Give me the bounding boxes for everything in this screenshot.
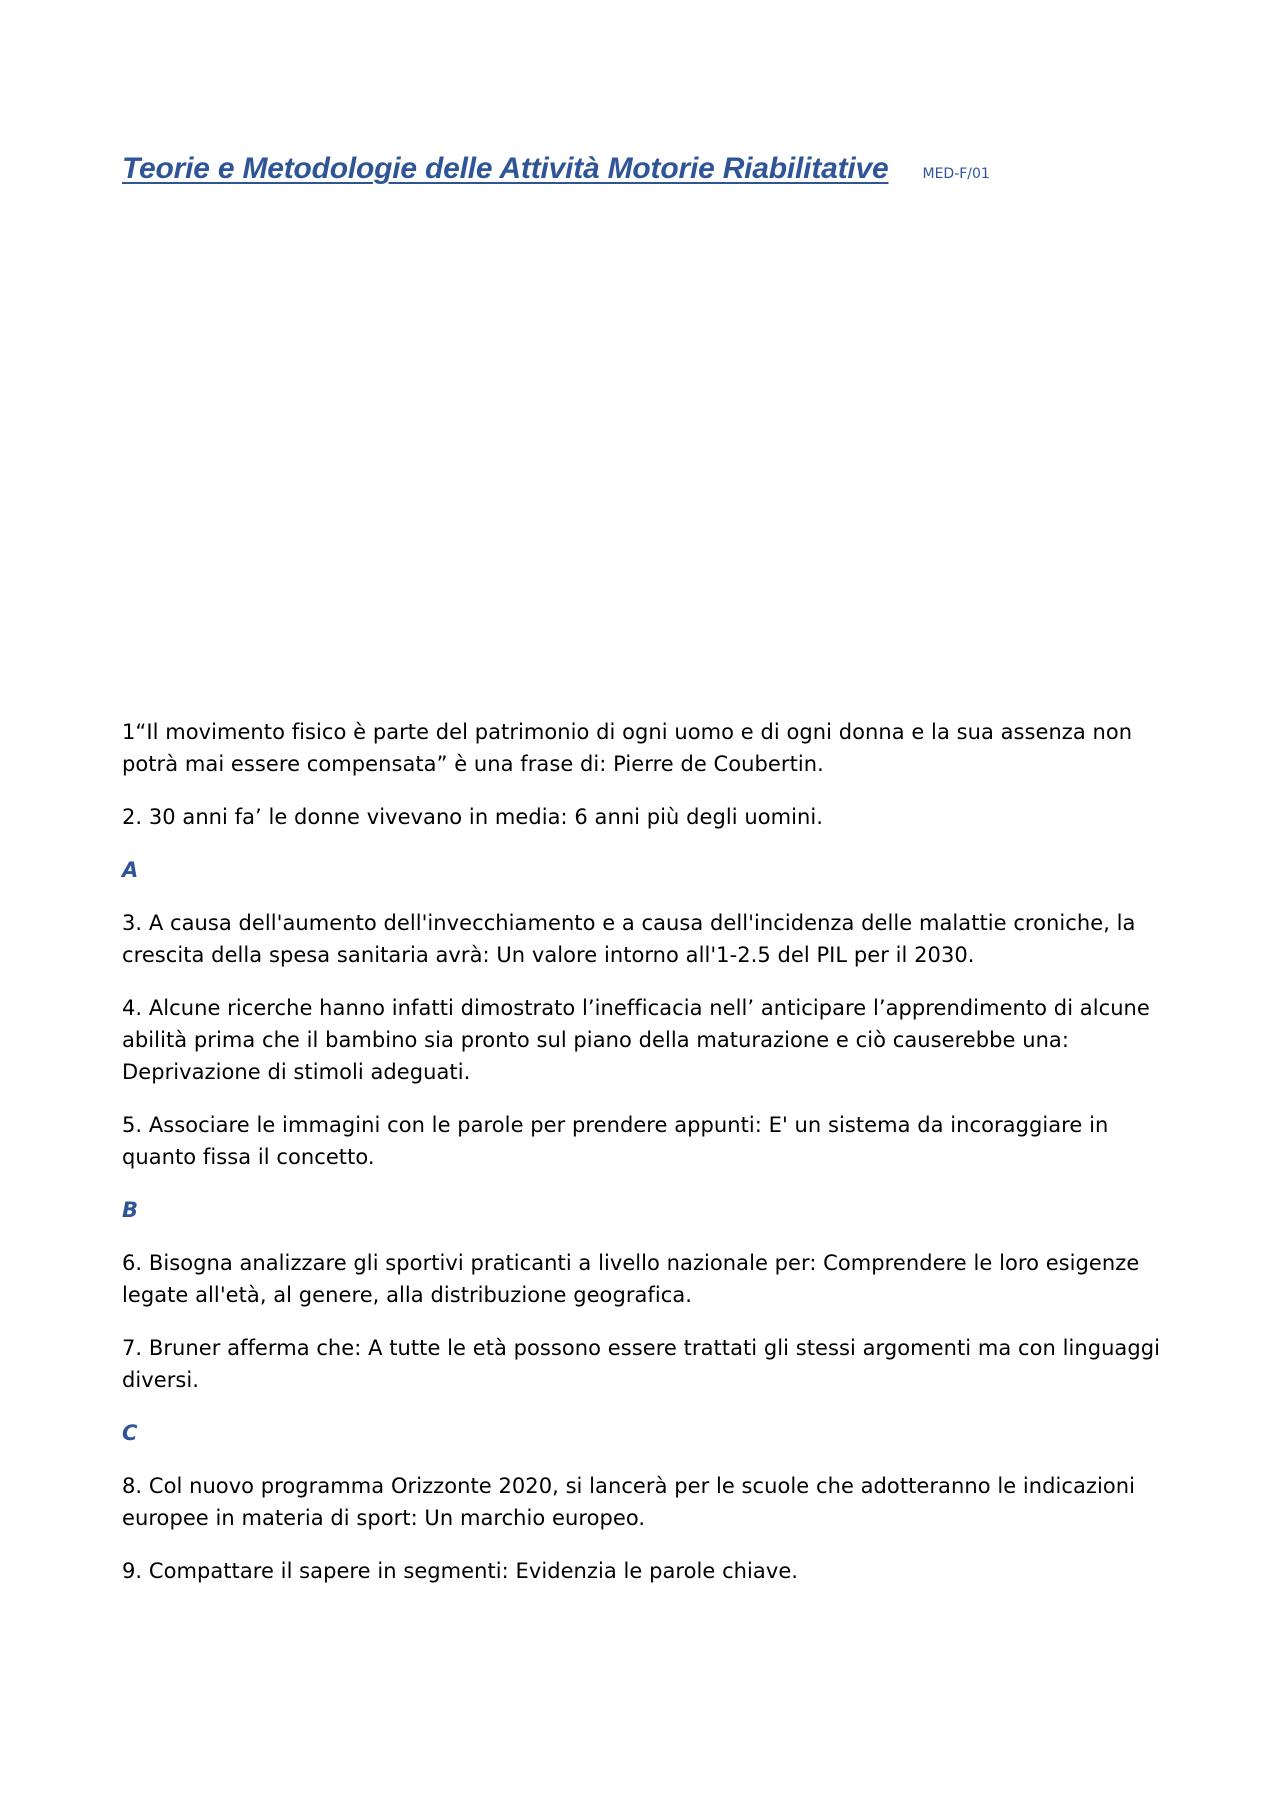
question-3: 3. A causa dell'aumento dell'invecchiamento e a causa dell'incidenza delle malattie croniche, la crescita della spesa sanitaria avrà: Un valore intorno all'1-2.5 del PIL per il 2030. [122, 911, 1136, 967]
section-heading-b: B [122, 1198, 139, 1222]
question-1: 1“Il movimento fisico è parte del patrimonio di ogni uomo e di ogni donna e la sua assenza non potrà mai essere compensata” è una frase di: Pierre de Coubertin. [122, 720, 1133, 776]
section-heading-a: A [122, 858, 139, 882]
document-header [122, 152, 1162, 202]
question-4: 4. Alcune ricerche hanno infatti dimostrato l’inefficacia nell’ anticipare l’apprendimento di alcune abilità prima che il bambino sia pronto sul piano della maturazione e ciò causerebbe una: Deprivazione di stimoli adeguati. [122, 996, 1150, 1084]
question-7: 7. Bruner afferma che: A tutte le età possono essere trattati gli stessi argomenti ma con linguaggi diversi. [122, 1336, 1160, 1392]
question-2: 2. 30 anni fa’ le donne vivevano in media: 6 anni più degli uomini. [122, 805, 823, 829]
question-9: 9. Compattare il sapere in segmenti: Evidenzia le parole chiave. [122, 1559, 799, 1583]
section-heading-c: C [122, 1421, 138, 1445]
document-body [122, 716, 1167, 1608]
question-8: 8. Col nuovo programma Orizzonte 2020, si lancerà per le scuole che adotteranno le indicazioni europee in materia di sport: Un marchio europeo. [122, 1474, 1136, 1530]
document-title: Teorie e Metodologie delle Attività Motorie Riabilitative [122, 152, 889, 185]
question-5: 5. Associare le immagini con le parole per prendere appunti: E' un sistema da incoraggiare in quanto fissa il concetto. [122, 1113, 1109, 1169]
question-6: 6. Bisogna analizzare gli sportivi praticanti a livello nazionale per: Comprendere le loro esigenze legate all'età, al genere, alla distribuzione geografica. [122, 1251, 1140, 1307]
course-code: MED-F/01 [922, 166, 990, 182]
